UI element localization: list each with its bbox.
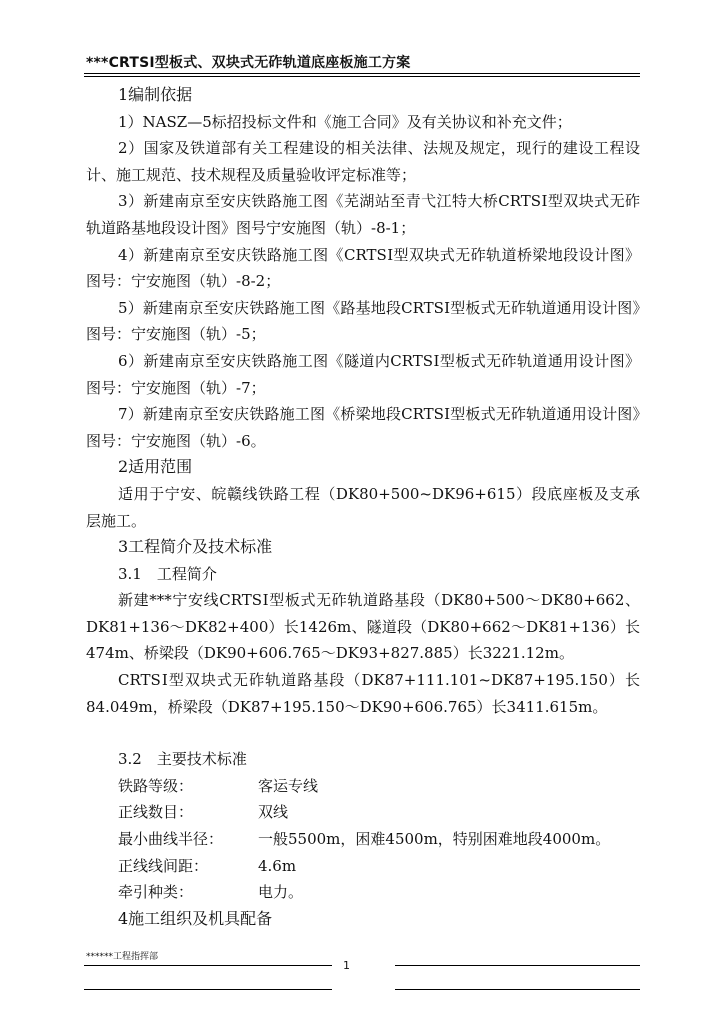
section-4-heading: 4施工组织及机具配备 — [118, 908, 273, 928]
s1-item-3: 3）新建南京至安庆铁路施工图《芜湖站至青弋江特大桥CRTSⅠ型双块式无砟轨道路基地段设计图》图号宁安施图（轨）-8-1； — [86, 192, 640, 237]
footer-rule-right — [395, 965, 640, 966]
s1-item-6: 6）新建南京至安庆铁路施工图《隧道内CRTSⅠ型板式无砟轨道通用设计图》图号：宁安施图（轨）-7； — [86, 351, 640, 397]
s1-item-1: 1）NASZ—5标招投标文件和《施工合同》及有关协议和补充文件； — [118, 112, 572, 131]
footer-rule-right-lower — [395, 989, 640, 990]
footer-rule-left — [84, 965, 332, 966]
standard-value: 客运专线 — [258, 776, 319, 795]
subsection-3-1-heading: 3.1 工程简介 — [118, 564, 217, 583]
header-rule-bottom — [84, 76, 640, 77]
section-1-heading: 1编制依据 — [118, 85, 193, 104]
standard-label: 正线线间距： — [118, 856, 209, 875]
s1-item-7: 7）新建南京至安庆铁路施工图《桥梁地段CRTSⅠ型板式无砟轨道通用设计图》图号：宁安施图（轨）-6。 — [86, 405, 640, 450]
standard-row — [86, 853, 640, 880]
section-3-heading: 3工程简介及技术标准 — [118, 537, 273, 557]
standard-row — [86, 879, 640, 906]
standard-label: 牵引种类： — [118, 883, 194, 902]
page-number: 1 — [343, 959, 350, 972]
document-body — [86, 82, 640, 932]
blank-line — [86, 720, 640, 746]
standard-value: 一般5500m，困难4500m，特别困难地段4000m。 — [258, 830, 611, 849]
s1-item-2: 2）国家及铁道部有关工程建设的相关法律、法规及规定，现行的建设工程设计、施工规范、技术规程及质量验收评定标准等； — [86, 139, 640, 184]
s1-item-5: 5）新建南京至安庆铁路施工图《路基地段CRTSⅠ型板式无砟轨道通用设计图》图号：宁安施图（轨）-5； — [86, 298, 640, 344]
standard-label: 铁路等级： — [118, 776, 194, 795]
standard-label: 最小曲线半径： — [118, 830, 224, 849]
standard-row — [86, 773, 640, 800]
standard-label: 正线数目： — [118, 803, 194, 822]
s3-paragraph-1: 新建***宁安线CRTSⅠ型板式无砟轨道路基段（DK80+500～DK80+662、DK81+136～DK82+400）长1426m、隧道段（DK80+662～DK81+136）长474m、桥梁段（DK90+606.765～DK93+827.885）长3221.12m。 — [86, 591, 640, 663]
s2-text: 适用于宁安、皖赣线铁路工程（DK80+500~DK96+615）段底座板及支承层施工。 — [86, 484, 640, 530]
header-rule-top — [84, 73, 640, 74]
page-header-title: ***CRTSⅠ型板式、双块式无砟轨道底座板施工方案 — [86, 55, 411, 71]
standard-row — [86, 826, 640, 853]
standard-value: 双线 — [258, 803, 289, 822]
standard-value: 电力。 — [258, 883, 304, 902]
s1-item-4: 4）新建南京至安庆铁路施工图《CRTSⅠ型双块式无砟轨道桥梁地段设计图》图号：宁安施图（轨）-8-2； — [86, 245, 640, 291]
footer-org: ******工程指挥部 — [86, 952, 159, 962]
subsection-3-2-heading: 3.2 主要技术标准 — [118, 750, 247, 769]
footer-rule-left-lower — [84, 989, 332, 990]
s3-paragraph-2: CRTSⅠ型双块式无砟轨道路基段（DK87+111.101~DK87+195.150）长84.049m，桥梁段（DK87+195.150～DK90+606.765）长3411.615m。 — [86, 671, 640, 716]
standard-row — [86, 799, 640, 826]
standard-value: 4.6m — [258, 856, 297, 875]
section-2-heading: 2适用范围 — [118, 457, 193, 477]
